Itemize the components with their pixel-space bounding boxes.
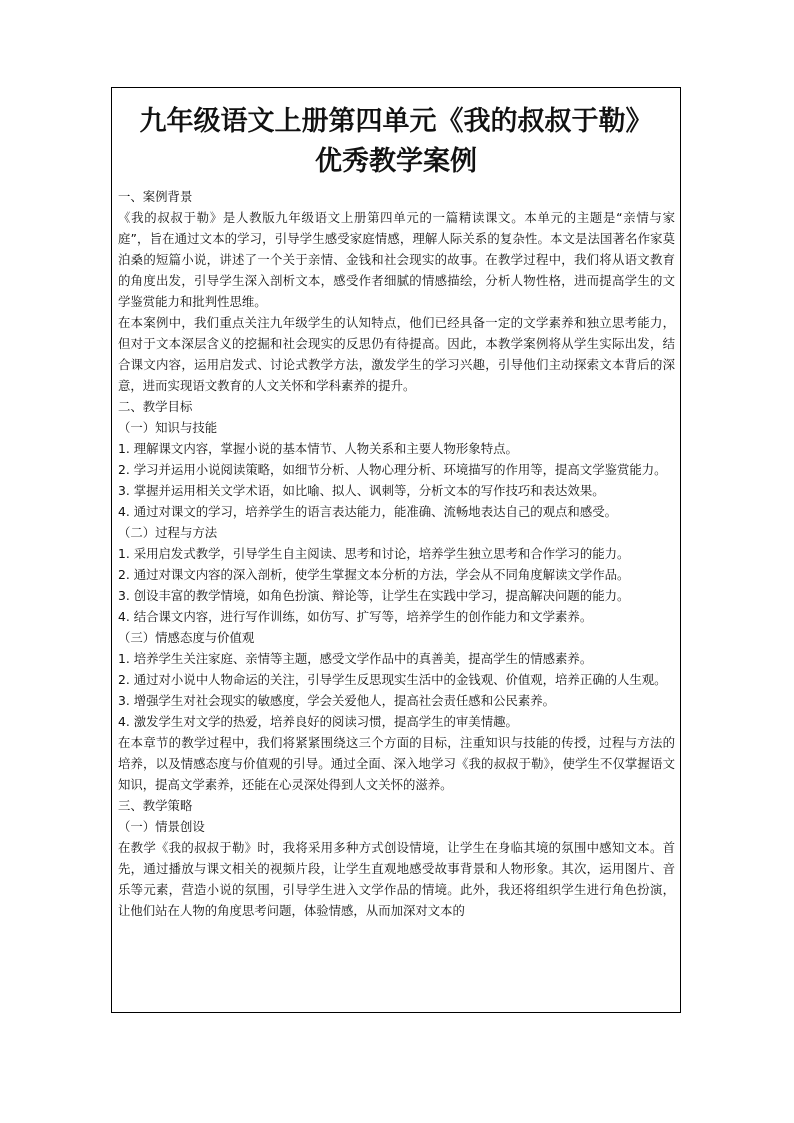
values-item-1: 1. 培养学生关注家庭、亲情等主题，感受文学作品中的真善美，提高学生的情感素养。 [118, 651, 593, 666]
subheading-values: （三）情感态度与价值观 [118, 630, 255, 645]
situation-paragraph-1: 在教学《我的叔叔于勒》时，我将采用多种方式创设情境，让学生在身临其境的氛围中感知文本。首先，通过播放与课文相关的视频片段，让学生直观地感受故事背景和人物形象。其次，运用图片、音乐等元素，营造小说的氛围，引导学生进入文学作品的情境。此外，我还将组织学生进行角色扮演，让他们站在人物的角度思考问题，体验情感，从而加深对文本的 [118, 840, 675, 918]
subheading-knowledge: （一）知识与技能 [118, 420, 218, 435]
process-item-4: 4. 结合课文内容，进行写作训练，如仿写、扩写等，培养学生的创作能力和文学素养。 [118, 609, 593, 624]
values-item-4: 4. 激发学生对文学的热爱，培养良好的阅读习惯，提高学生的审美情趣。 [118, 714, 518, 729]
subheading-process: （二）过程与方法 [118, 525, 218, 540]
section-heading-strategy: 三、教学策略 [118, 798, 193, 813]
process-item-3: 3. 创设丰富的教学情境，如角色扮演、辩论等，让学生在实践中学习，提高解决问题的能力。 [118, 588, 630, 603]
background-paragraph-1: 《我的叔叔于勒》是人教版九年级语文上册第四单元的一篇精读课文。本单元的主题是“亲情与家庭”，旨在通过文本的学习，引导学生感受家庭情感，理解人际关系的复杂性。本文是法国著名作家莫泊桑的短篇小说，讲述了一个关于亲情、金钱和社会现实的故事。在教学过程中，我们将从语文教育的角度出发，引导学生深入剖析文本，感受作者细腻的情感描绘，分析人物性格，进而提高学生的文学鉴赏能力和批判性思维。 [118, 210, 675, 309]
process-item-2: 2. 通过对课文内容的深入剖析，使学生掌握文本分析的方法，学会从不同角度解读文学作品。 [118, 567, 630, 582]
process-item-1: 1. 采用启发式教学，引导学生自主阅读、思考和讨论，培养学生独立思考和合作学习的能力。 [118, 546, 630, 561]
background-paragraph-2: 在本案例中，我们重点关注九年级学生的认知特点，他们已经具备一定的文学素养和独立思考能力，但对于文本深层含义的挖掘和社会现实的反思仍有待提高。因此，本教学案例将从学生实际出发，结合课文内容，运用启发式、讨论式教学方法，激发学生的学习兴趣，引导他们主动探索文本背后的深意，进而实现语文教育的人文关怀和学科素养的提升。 [118, 315, 675, 393]
subheading-situation: （一）情景创设 [118, 819, 205, 834]
goals-summary-paragraph: 在本章节的教学过程中，我们将紧紧围绕这三个方面的目标，注重知识与技能的传授，过程与方法的培养，以及情感态度与价值观的引导。通过全面、深入地学习《我的叔叔于勒》，使学生不仅掌握语文知识，提高文学素养，还能在心灵深处得到人文关怀的滋养。 [118, 735, 675, 792]
knowledge-item-2: 2. 学习并运用小说阅读策略，如细节分析、人物心理分析、环境描写的作用等，提高文学鉴赏能力。 [118, 462, 667, 477]
document-frame [111, 87, 681, 1013]
title-line-1: 九年级语文上册第四单元《我的叔叔于勒》 [139, 106, 653, 137]
section-heading-background: 一、案例背景 [118, 189, 193, 204]
document-body [112, 186, 680, 921]
page-title [112, 102, 680, 182]
knowledge-item-3: 3. 掌握并运用相关文学术语，如比喻、拟人、讽刺等，分析文本的写作技巧和表达效果。 [118, 483, 605, 498]
values-item-2: 2. 通过对小说中人物命运的关注，引导学生反思现实生活中的金钱观、价值观，培养正确的人生观。 [118, 672, 667, 687]
values-item-3: 3. 增强学生对社会现实的敏感度，学会关爱他人，提高社会责任感和公民素养。 [118, 693, 556, 708]
title-line-2: 优秀教学案例 [315, 146, 477, 177]
knowledge-item-4: 4. 通过对课文的学习，培养学生的语言表达能力，能准确、流畅地表达自己的观点和感受。 [118, 504, 617, 519]
knowledge-item-1: 1. 理解课文内容，掌握小说的基本情节、人物关系和主要人物形象特点。 [118, 441, 518, 456]
section-heading-goals: 二、教学目标 [118, 399, 193, 414]
